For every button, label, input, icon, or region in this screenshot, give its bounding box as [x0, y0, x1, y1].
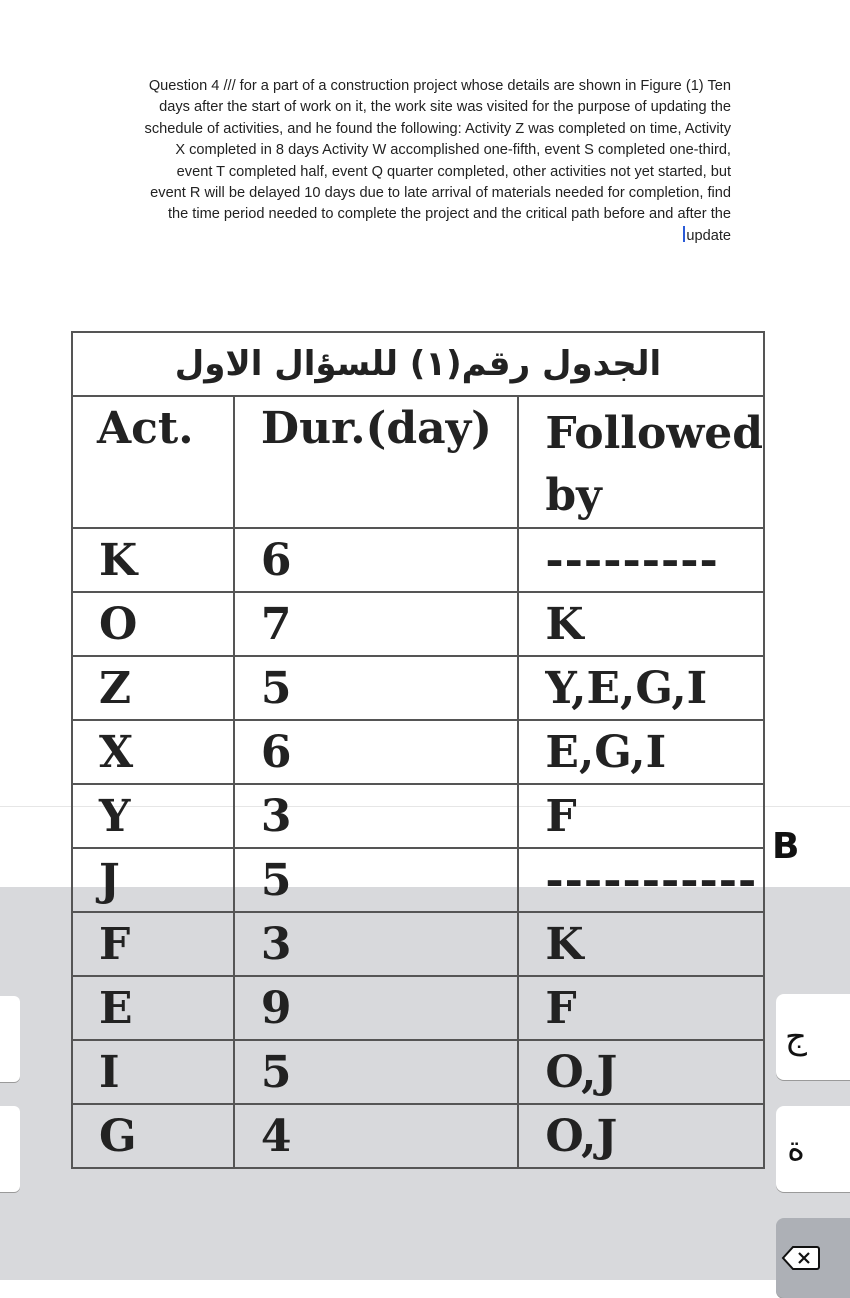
activity-cell: X: [72, 720, 234, 784]
duration-cell: 6: [234, 528, 519, 592]
table-row: [72, 592, 764, 656]
duration-cell: 7: [234, 592, 519, 656]
followed-by-cell: F: [518, 976, 764, 1040]
keyboard-key-jeem[interactable]: [776, 994, 850, 1080]
duration-cell: 5: [234, 1040, 519, 1104]
keyboard-key-teh[interactable]: [776, 1106, 850, 1192]
followed-by-cell: E,G,I: [518, 720, 764, 784]
question-line-text: update: [686, 227, 731, 244]
key-teh-label: ة: [787, 1129, 805, 1169]
table-row: [72, 720, 764, 784]
key-jeem-label: ج: [785, 1017, 807, 1057]
header-followed-by: Followed by: [518, 396, 764, 528]
activity-cell: Y: [72, 784, 234, 848]
keyboard-key-left-2[interactable]: [0, 1106, 20, 1192]
duration-cell: 4: [234, 1104, 519, 1168]
activity-cell: E: [72, 976, 234, 1040]
followed-by-cell: K: [518, 912, 764, 976]
table-title: الجدول رقم(١) للسؤال الاول: [72, 332, 764, 396]
followed-by-cell: K: [518, 592, 764, 656]
duration-cell: 9: [234, 976, 519, 1040]
followed-by-cell: O,J: [518, 1040, 764, 1104]
duration-cell: 5: [234, 848, 519, 912]
table-row: [72, 912, 764, 976]
activity-cell: F: [72, 912, 234, 976]
duration-cell: 6: [234, 720, 519, 784]
activity-cell: K: [72, 528, 234, 592]
duration-cell: 3: [234, 912, 519, 976]
table-row: [72, 528, 764, 592]
header-duration: Dur.(day): [234, 396, 519, 528]
table-row: [72, 976, 764, 1040]
delete-key[interactable]: [776, 1218, 850, 1298]
table-row: [72, 848, 764, 912]
question-line: days after the start of work on it, the work site was visited for the purpose of updating the: [159, 99, 731, 116]
duration-cell: 5: [234, 656, 519, 720]
table-row: [72, 784, 764, 848]
table-row: [72, 656, 764, 720]
keyboard-key-left-1[interactable]: [0, 996, 20, 1082]
question-line-last: [60, 226, 731, 247]
backspace-icon: [781, 1245, 821, 1271]
duration-cell: 3: [234, 784, 519, 848]
question-line: Question 4 /// for a part of a construction project whose details are shown in Figure (1) Ten: [148, 78, 731, 94]
followed-by-cell: Y,E,G,I: [518, 656, 764, 720]
question-line: the time period needed to complete the project and the critical path before and after the: [167, 206, 731, 223]
activity-cell: G: [72, 1104, 234, 1168]
question-line: X completed in 8 days Activity W accomplished one-fifth, event S completed one-third,: [175, 142, 731, 159]
header-activity: Act.: [72, 396, 234, 528]
question-line: event R will be delayed 10 days due to late arrival of materials needed for completion, find: [150, 185, 731, 202]
keyboard-letter-b: B: [772, 826, 800, 867]
activity-cell: O: [72, 592, 234, 656]
followed-by-cell: ---------: [518, 528, 764, 592]
question-line: schedule of activities, and he found the following: Activity Z was completed on time, Activity: [144, 120, 731, 137]
followed-by-cell: -----------: [518, 848, 764, 912]
activity-cell: Z: [72, 656, 234, 720]
activity-cell: I: [72, 1040, 234, 1104]
activity-cell: J: [72, 848, 234, 912]
table-row: [72, 1040, 764, 1104]
followed-by-cell: F: [518, 784, 764, 848]
activity-table: [71, 331, 765, 1169]
question-text: [60, 76, 731, 247]
question-line: event T completed half, event Q quarter completed, other activities not yet started, but: [176, 163, 731, 180]
followed-by-cell: O,J: [518, 1104, 764, 1168]
table-row: [72, 1104, 764, 1168]
table-header-row: [72, 396, 764, 528]
